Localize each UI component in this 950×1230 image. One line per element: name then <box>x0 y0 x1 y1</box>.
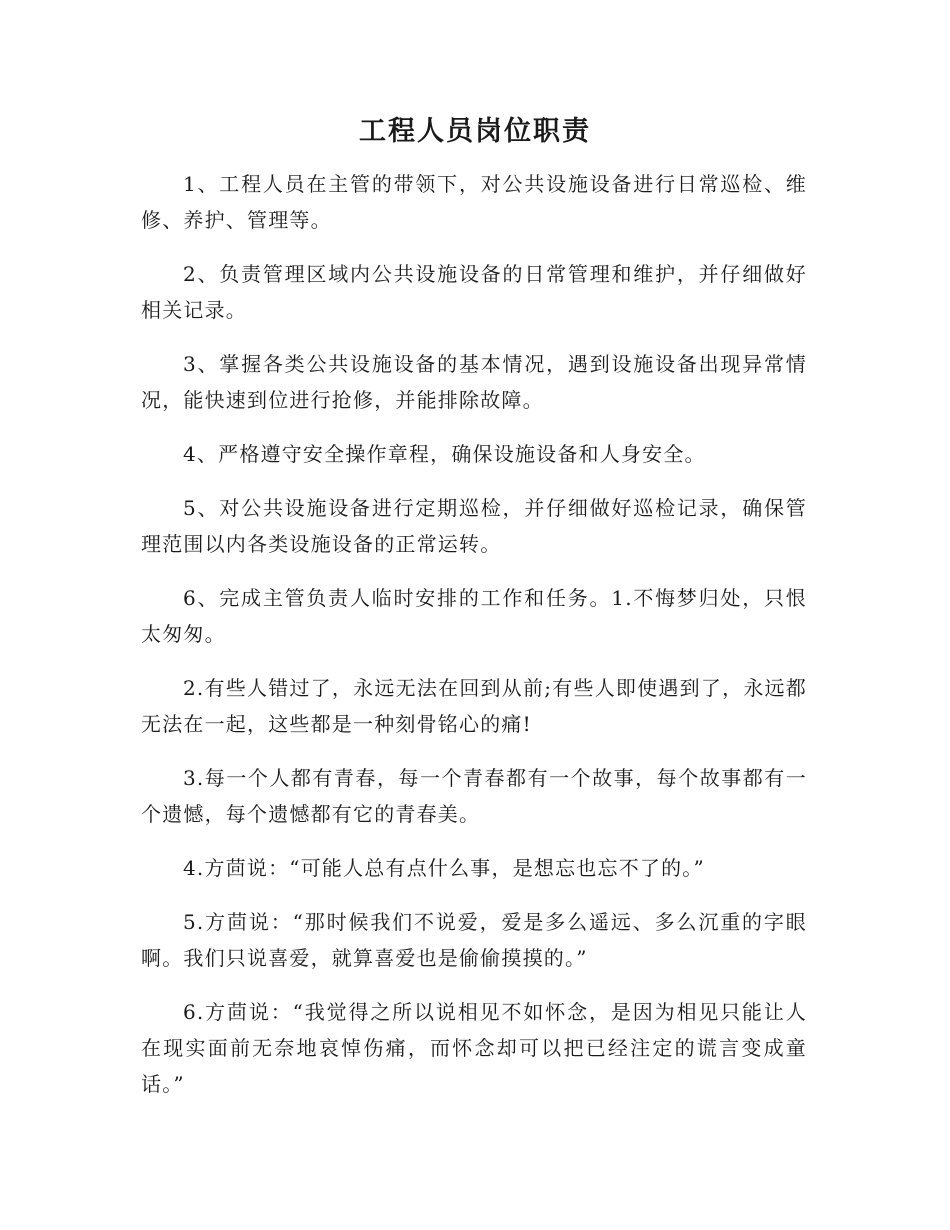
paragraph: 6.方茴说：“我觉得之所以说相见不如怀念，是因为相见只能让人在现实面前无奈地哀悼伤痛，而怀念却可以把已经注定的谎言变成童话。” <box>141 1000 807 1096</box>
paragraph: 3、掌握各类公共设施设备的基本情况，遇到设施设备出现异常情况，能快速到位进行抢修，并能排除故障。 <box>141 352 807 412</box>
document-body <box>141 166 807 1120</box>
paragraph: 4、严格遵守安全操作章程，确保设施设备和人身安全。 <box>183 442 706 466</box>
paragraph: 2.有些人错过了，永远无法在回到从前;有些人即使遇到了，永远都无法在一起，这些都是一种刻骨铭心的痛! <box>141 676 807 736</box>
paragraph: 3.每一个人都有青春，每一个青春都有一个故事，每个故事都有一个遗憾，每个遗憾都有它的青春美。 <box>141 766 807 826</box>
paragraph: 1、工程人员在主管的带领下，对公共设施设备进行日常巡检、维修、养护、管理等。 <box>141 172 807 232</box>
paragraph: 4.方茴说：“可能人总有点什么事，是想忘也忘不了的。” <box>183 856 705 880</box>
document-title: 工程人员岗位职责 <box>359 116 591 147</box>
paragraph: 6、完成主管负责人临时安排的工作和任务。1.不悔梦归处，只恨太匆匆。 <box>141 586 807 646</box>
paragraph: 5.方茴说：“那时候我们不说爱，爱是多么遥远、多么沉重的字眼啊。我们只说喜爱，就算喜爱也是偷偷摸摸的。” <box>141 910 807 970</box>
paragraph: 2、负责管理区域内公共设施设备的日常管理和维护，并仔细做好相关记录。 <box>141 262 807 322</box>
paragraph: 5、对公共设施设备进行定期巡检，并仔细做好巡检记录，确保管理范围以内各类设施设备的正常运转。 <box>141 496 807 556</box>
